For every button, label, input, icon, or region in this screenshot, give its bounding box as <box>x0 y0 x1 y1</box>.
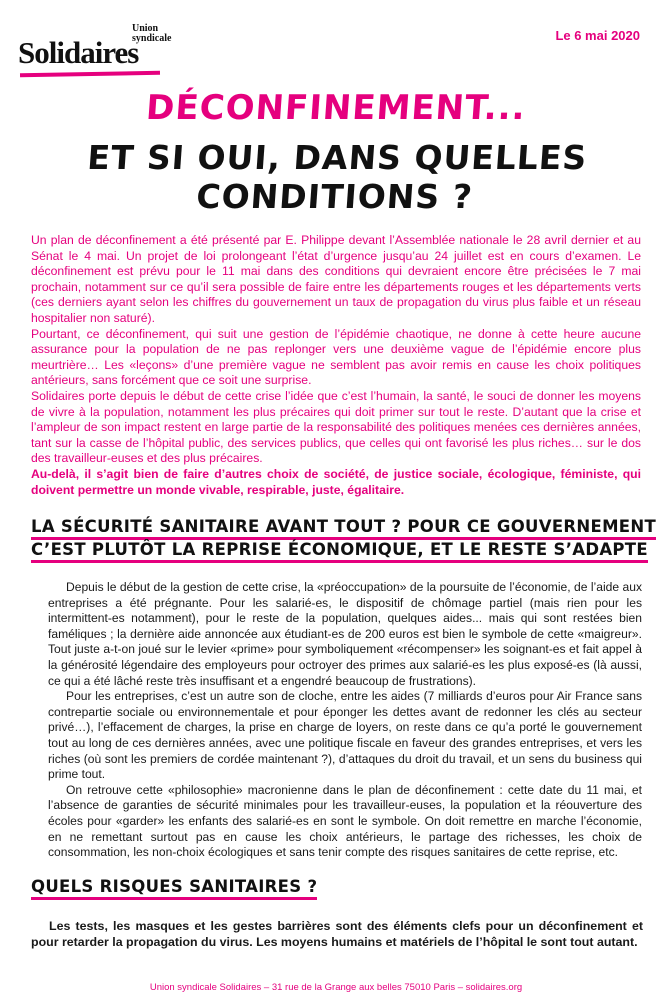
section-heading-risques <box>31 876 317 899</box>
intro-paragraph: Solidaires porte depuis le début de cette crise l’idée que c’est l’humain, la santé, le souci de donner les moyens de vivre à la population, notamment les plus précaires qui doit primer sur tout le reste. D’autant que la crise et l’ampleur de son impact restent en large partie de la responsabilité des politiques menées ces dernières années, tant sur la casse de l’hôpital public, des services publics, que celles qui ont favorisé les plus riches… sur le dos des travailleur-euses et des plus précaires. <box>31 388 641 466</box>
title-line-2: ET SI OUI, DANS QUELLES CONDITIONS ? <box>86 138 589 216</box>
logo-underline <box>20 71 160 77</box>
logo-union-syndicale: Union syndicale <box>132 23 172 44</box>
document-date: Le 6 mai 2020 <box>555 28 640 43</box>
intro-paragraph: Un plan de déconfinement a été présenté par E. Philippe devant l’Assemblée nationale le 28 avril dernier et au Sénat le 4 mai. Un projet de loi prolongeant l’état d’urgence jusqu’au 24 juillet est en cours d’examen. Le déconfinement est prévu pour le 11 mai dans des conditions qui devraient encore être précisées le 7 mai prochain, notamment sur ce qu’il sera possible de faire entre les départements rouges et les départements verts (ces derniers ayant selon les chiffres du gouvernement un taux de propagation du virus plus faible et un réseau hospitalier non saturé). <box>31 233 641 325</box>
intro-conclusion: Au-delà, il s’agit bien de faire d’autres choix de société, de justice sociale, écologique, féministe, qui doivent permettre un monde vivable, respirable, juste, égalitaire. <box>31 466 641 497</box>
logo-wordmark: Solidaires <box>18 35 139 70</box>
title-line-1: DÉCONFINEMENT... <box>144 88 528 128</box>
section-body-risques: Les tests, les masques et les gestes barrières sont des éléments clefs pour un déconfinement et pour retarder la propagation du virus. Les moyens humains et matériels de l’hôpital le sont tout autant. <box>31 919 643 949</box>
body-paragraph: On retrouve cette «philosophie» macronienne dans le plan de déconfinement : cette date du 11 mai, et l’absence de garanties de sécurité minimales pour les travailleur-euses, la population et la réouverture des écoles pour «garder» les enfants des salarié-es en sont le symbole. On doit remettre en marche l’économie, en ne remettant surtout pas en cause les choix antérieurs, le partage des richesses, les choix de consommation, les non-choix écologiques et sans tenir compte des risques sanitaires de cette reprise, etc. <box>48 782 642 860</box>
intro-paragraph: Pourtant, ce déconfinement, qui suit une gestion de l’épidémie chaotique, ne donne à cette heure aucune assurance pour la population de ne pas replonger vers une deuxième vague de l’épidémie encore plus meurtrière… Les «leçons» d’une première vague ne semblent pas avoir remis en cause les choix politiques antérieurs, sans forcément que ce soit une surprise. <box>31 326 641 388</box>
intro-block <box>31 233 641 498</box>
section-heading-line: QUELS RISQUES SANITAIRES ? <box>31 877 317 900</box>
body-paragraph: Pour les entreprises, c’est un autre son de cloche, entre les aides (7 milliards d’euros pour Air France sans contrepartie sociale ou environnementale et pour éponger les dettes avant de redonner les clés au secteur privé…), l’effacement de charges, la prise en charge de loyers, on reste dans ce qu’a porté le gouvernement tout au long de ces dernières années, avec une politique fiscale en faveur des grandes entreprises, et vers les riches (où sont les premiers de cordée maintenant ?), d’attaques du droit du travail, et un sens du business qui prime tout. <box>48 689 642 782</box>
section-heading-line: LA SÉCURITÉ SANITAIRE AVANT TOUT ? POUR CE GOUVERNEMENT <box>31 517 656 540</box>
section-heading-line: C’EST PLUTÔT LA REPRISE ÉCONOMIQUE, ET LE RESTE S’ADAPTE <box>31 540 648 563</box>
section-body-securite <box>48 580 642 861</box>
body-paragraph: Depuis le début de la gestion de cette crise, la «préoccupation» de la poursuite de l’économie, de l’aide aux entreprises a été prégnante. Pour les salarié-es, le dispositif de chômage partiel (mais rien pour les intermittent-es notamment), pour le reste de la population, quelques aides... mais qui sont restées bien faméliques ; la dernière aide annoncée aux étudiant-es de 200 euros est bien le symbole de cette «maigreur». Tout juste a-t-on joué sur le levier «prime» pour symboliquement «récompenser» les soignant-es et fait appel à la générosité légendaire des employeurs pour octroyer des primes aux salarié-es les plus exposé-es (là aussi, ce qui a été lâché reste très insuffisant et a engendré beaucoup de frustrations). <box>48 580 642 688</box>
footer-address: Union syndicale Solidaires – 31 rue de la Grange aux belles 75010 Paris – solidaires.org <box>149 982 523 993</box>
section-heading-securite <box>31 516 656 562</box>
solidaires-logo <box>18 23 172 78</box>
